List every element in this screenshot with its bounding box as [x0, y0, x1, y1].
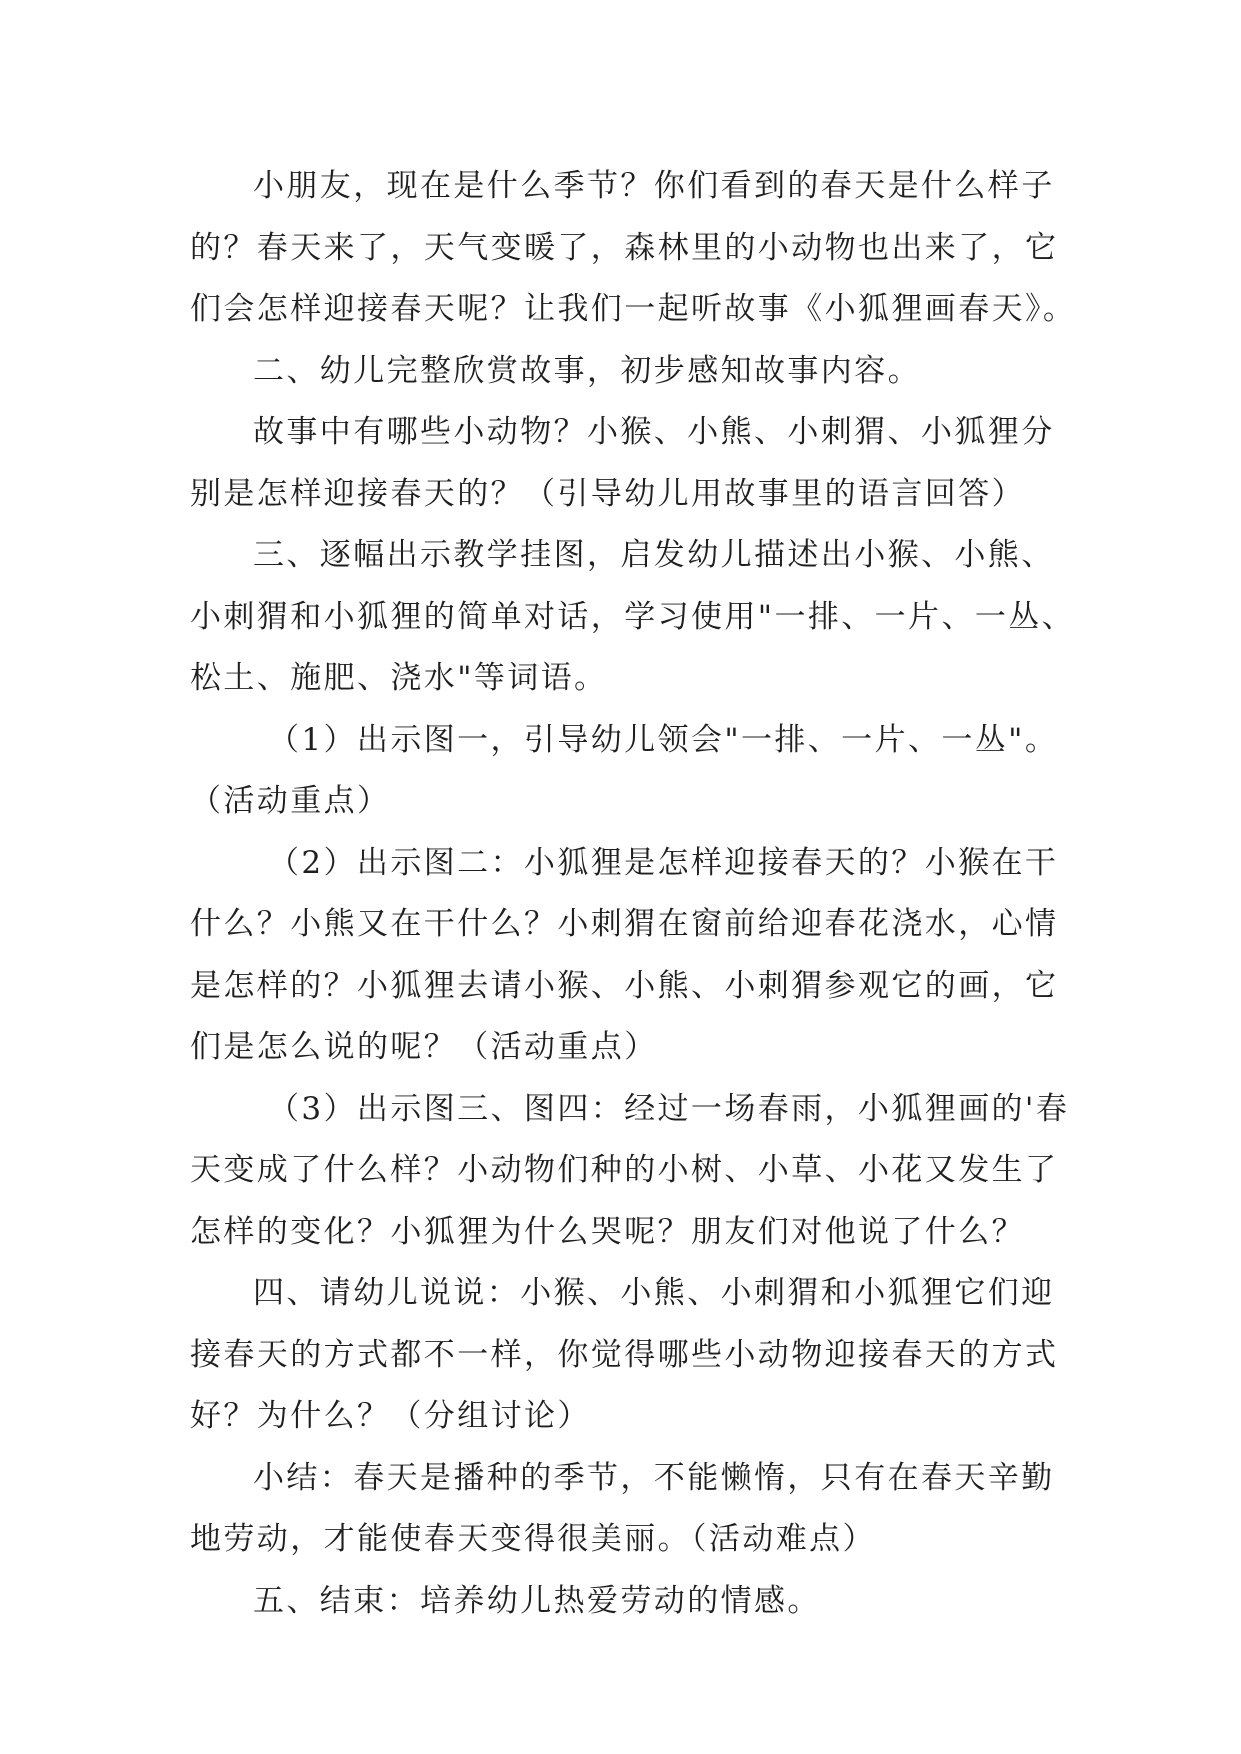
list-item-1: （1）出示图一，引导幼儿领会"一排、一片、一丛"。	[268, 721, 1059, 758]
paragraph-line: 故事中有哪些小动物？小猴、小熊、小刺猬、小狐狸分	[253, 414, 1055, 450]
section-heading-2: 二、幼儿完整欣赏故事，初步感知故事内容。	[253, 352, 921, 389]
paragraph-line: 什么？小熊又在干什么？小刺猬在窗前给迎春花浇水，心情	[190, 906, 1059, 942]
section-heading-5: 五、结束：培养幼儿热爱劳动的情感。	[253, 1582, 821, 1619]
paragraph-line: 们是怎么说的呢？（活动重点）	[190, 1029, 658, 1065]
paragraph-line: 是怎样的？小狐狸去请小猴、小熊、小刺猬参观它的画，它	[190, 967, 1059, 1004]
paragraph-line: 松土、施肥、浇水"等词语。	[190, 660, 608, 696]
paragraph-line: 地劳动，才能使春天变得很美丽。（活动难点）	[190, 1521, 876, 1557]
paragraph-line: 的？春天来了，天气变暖了，森林里的小动物也出来了，它	[190, 229, 1059, 266]
paragraph-line: 小刺猬和小狐狸的简单对话，学习使用"一排、一片、一丛、	[190, 598, 1076, 635]
section-heading-3: 三、逐幅出示教学挂图，启发幼儿描述出小猴、小熊、	[253, 537, 1055, 573]
summary-line: 小结：春天是播种的季节，不能懒惰，只有在春天辛勤	[253, 1459, 1055, 1496]
list-item-2: （2）出示图二：小狐狸是怎样迎接春天的？小猴在干	[268, 844, 1059, 881]
paragraph-line: 好？为什么？（分组讨论）	[190, 1398, 591, 1434]
paragraph-line: 们会怎样迎接春天呢？让我们一起听故事《小狐狸画春天》。	[190, 291, 1077, 327]
paragraph-line: 怎样的变化？小狐狸为什么哭呢？朋友们对他说了什么？	[190, 1213, 1025, 1250]
paragraph-line: 天变成了什么样？小动物们种的小树、小草、小花又发生了	[190, 1152, 1059, 1188]
section-heading-4: 四、请幼儿说说：小猴、小熊、小刺猬和小狐狸它们迎	[253, 1275, 1055, 1311]
paragraph-line: 别是怎样迎接春天的？（引导幼儿用故事里的语言回答）	[190, 475, 1025, 512]
paragraph-line: 小朋友，现在是什么季节？你们看到的春天是什么样子	[253, 168, 1055, 204]
list-item-3: （3）出示图三、图四：经过一场春雨，小狐狸画的'春	[268, 1090, 1070, 1127]
paragraph-line: （活动重点）	[190, 783, 391, 819]
paragraph-line: 接春天的方式都不一样，你觉得哪些小动物迎接春天的方式	[190, 1336, 1059, 1373]
document-body	[190, 156, 1077, 1632]
